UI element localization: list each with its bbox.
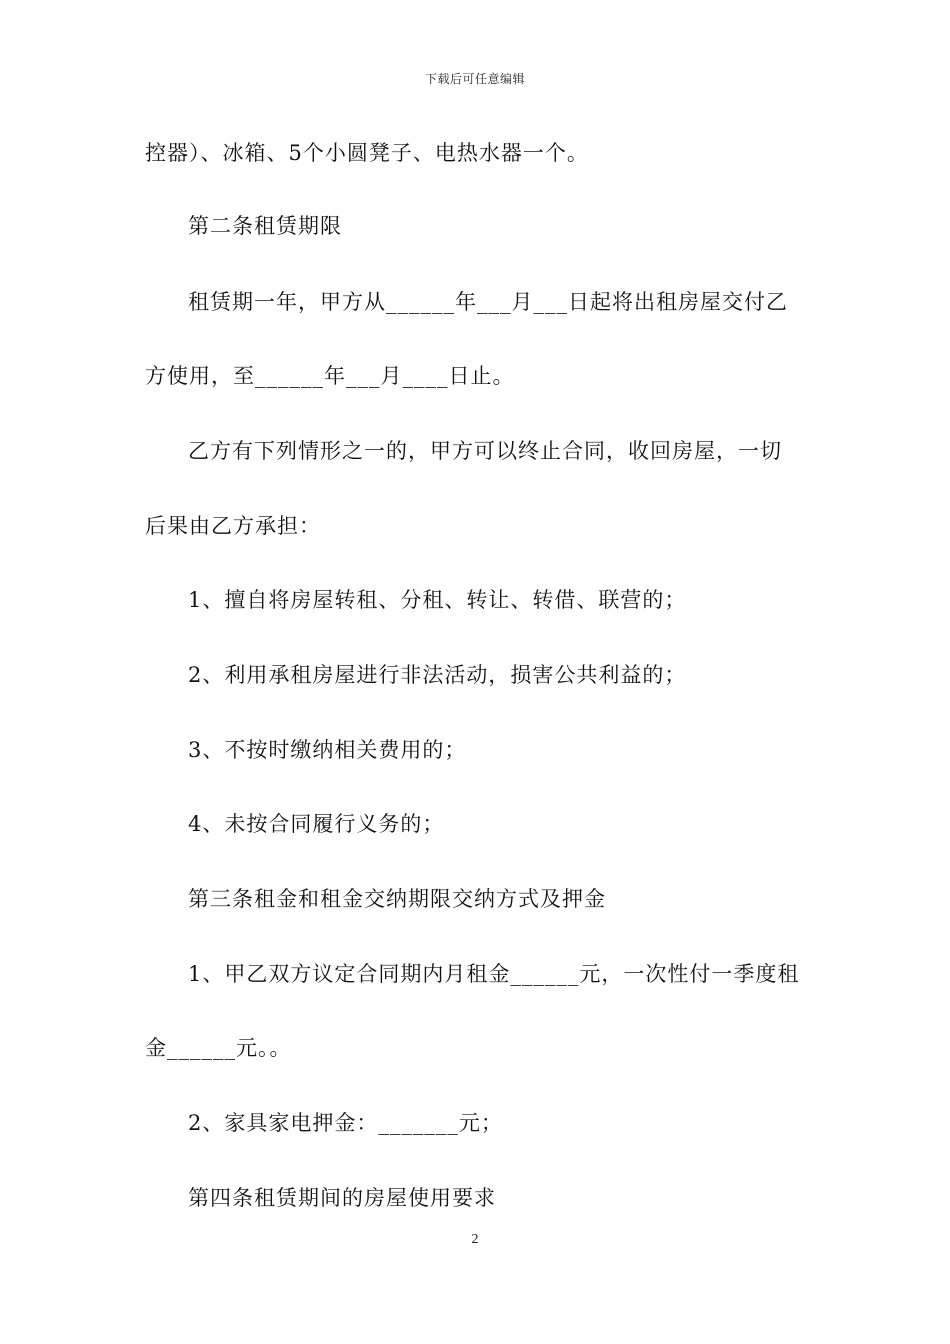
termination-item-4: 4、未按合同履行义务的；: [188, 812, 445, 836]
lease-term-line-1: 租赁期一年，甲方从______年___月___日起将出租房屋交付乙: [188, 290, 788, 314]
article-three-heading: 第三条租金和租金交纳期限交纳方式及押金: [188, 887, 606, 911]
termination-line-1: 乙方有下列情形之一的，甲方可以终止合同，收回房屋，一切: [188, 439, 782, 463]
termination-item-3: 3、不按时缴纳相关费用的；: [188, 738, 467, 762]
rent-item-1-line-2: 金______元。。: [145, 1036, 292, 1060]
page-header: 下载后可任意编辑: [424, 72, 525, 86]
lease-term-line-2: 方使用，至______年___月____日止。: [145, 364, 515, 388]
rent-item-1-line-1: 1、甲乙双方议定合同期内月租金______元，一次性付一季度租: [188, 962, 800, 986]
deposit-line: 2、家具家电押金：_______元；: [188, 1111, 503, 1135]
document-line-1: 控器）、冰箱、5个小圆凳子、电热水器一个。: [145, 141, 589, 165]
article-two-heading: 第二条租赁期限: [188, 214, 342, 238]
page-number: 2: [471, 1232, 479, 1247]
article-four-heading: 第四条租赁期间的房屋使用要求: [188, 1186, 496, 1210]
termination-line-2: 后果由乙方承担：: [145, 514, 321, 538]
termination-item-1: 1、擅自将房屋转租、分租、转让、转借、联营的；: [188, 588, 687, 612]
termination-item-2: 2、利用承租房屋进行非法活动，损害公共利益的；: [188, 663, 687, 687]
